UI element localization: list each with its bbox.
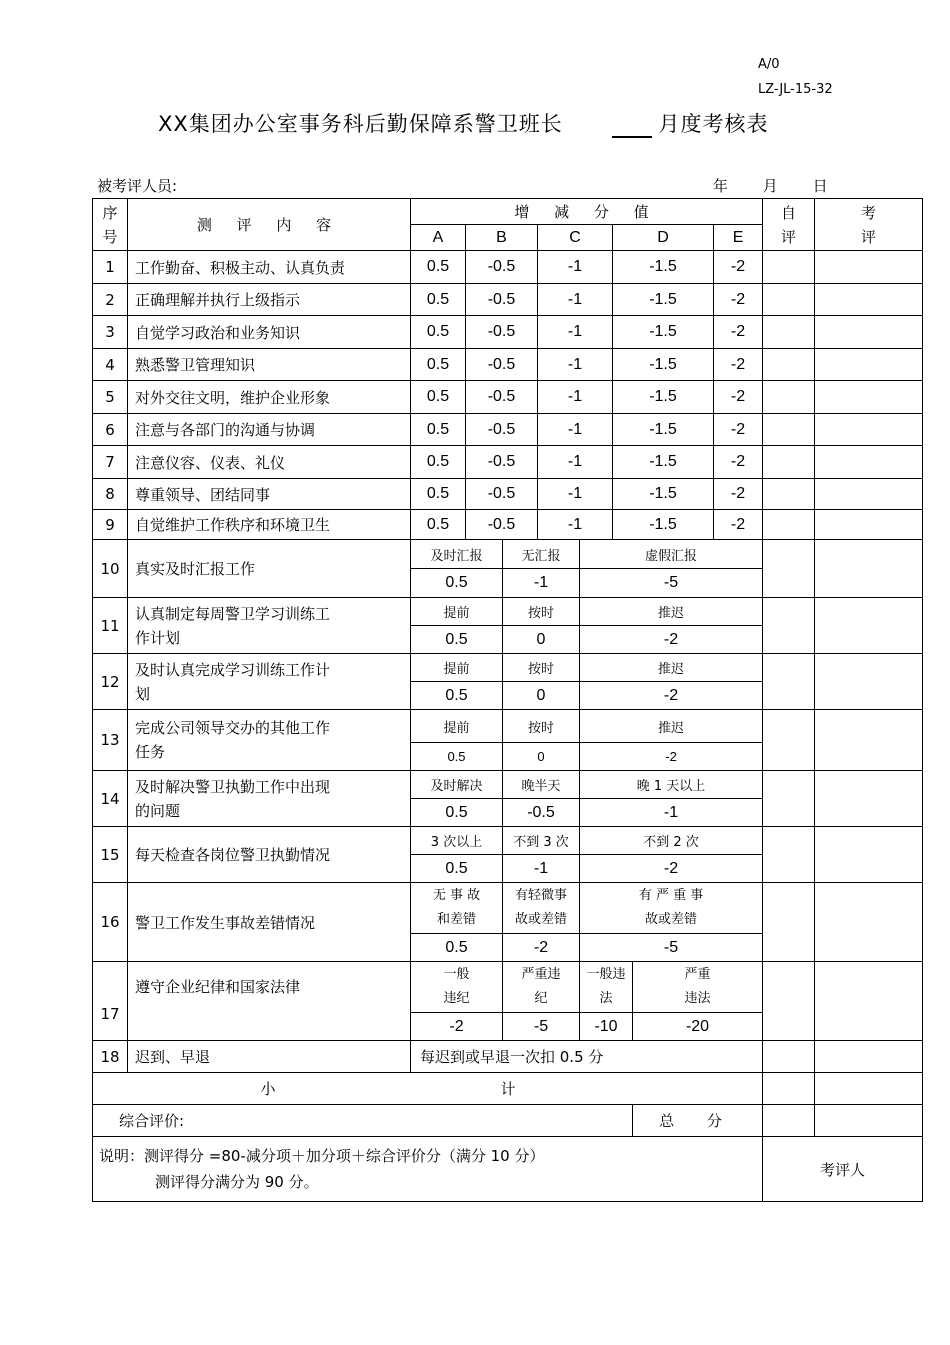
- score-cell: -2: [503, 934, 580, 962]
- score-cell: -1: [580, 799, 763, 827]
- option-label: 晚 1 天以上: [580, 771, 763, 799]
- self-eval-cell[interactable]: [763, 962, 815, 1041]
- self-eval-cell[interactable]: [763, 710, 815, 771]
- doc-version: A/0: [758, 57, 780, 72]
- row-item: 工作勤奋、积极主动、认真负责: [128, 251, 411, 284]
- score-cell: -0.5: [466, 251, 538, 284]
- self-eval-cell[interactable]: [763, 251, 815, 284]
- assess-cell[interactable]: [815, 284, 923, 316]
- score-cell: 0.5: [411, 414, 466, 446]
- score-cell: -0.5: [466, 446, 538, 479]
- title-main: XX集团办公室事务科后勤保障系警卫班长: [158, 112, 563, 136]
- option-label: 3 次以上: [411, 827, 503, 855]
- score-cell: -0.5: [466, 414, 538, 446]
- row-item: 真实及时汇报工作: [128, 540, 411, 598]
- score-cell: -2: [714, 316, 763, 349]
- option-label: 晚半天: [503, 771, 580, 799]
- grade-e: E: [714, 225, 763, 251]
- grade-b: B: [466, 225, 538, 251]
- score-cell: -2: [714, 510, 763, 540]
- score-cell: -1: [538, 414, 613, 446]
- self-eval-cell[interactable]: [763, 381, 815, 414]
- row-11: [93, 598, 923, 626]
- score-cell: -0.5: [503, 799, 580, 827]
- date-year: 年: [713, 177, 729, 195]
- self-eval-cell[interactable]: [763, 598, 815, 654]
- option-label: 有 严 重 事 故或差错: [580, 883, 763, 934]
- score-cell: 0.5: [411, 479, 466, 510]
- row-item: 警卫工作发生事故差错情况: [128, 883, 411, 962]
- row-item: 对外交往文明，维护企业形象: [128, 381, 411, 414]
- grade-d: D: [613, 225, 714, 251]
- assess-cell[interactable]: [815, 598, 923, 654]
- self-eval-cell[interactable]: [763, 1041, 815, 1073]
- score-cell: -1.5: [613, 316, 714, 349]
- row-item: 及时认真完成学习训练工作计 划: [128, 654, 411, 710]
- option-label: 提前: [411, 598, 503, 626]
- score-cell: -1.5: [613, 284, 714, 316]
- assess-cell[interactable]: [815, 827, 923, 883]
- score-cell: -2: [580, 682, 763, 710]
- score-cell: -2: [714, 446, 763, 479]
- score-cell: -2: [580, 855, 763, 883]
- row-no: 11: [93, 598, 128, 654]
- score-cell: -1: [538, 510, 613, 540]
- row-item: 每天检查各岗位警卫执勤情况: [128, 827, 411, 883]
- assess-cell[interactable]: [815, 771, 923, 827]
- score-cell: -2: [714, 284, 763, 316]
- option-label: 提前: [411, 654, 503, 682]
- score-cell: -1.5: [613, 446, 714, 479]
- row-item: 自觉维护工作秩序和环境卫生: [128, 510, 411, 540]
- score-cell: 0.5: [411, 934, 503, 962]
- option-label: 推迟: [580, 598, 763, 626]
- assessor-label: 考评人: [763, 1137, 923, 1202]
- score-cell: 0.5: [411, 569, 503, 598]
- score-cell: -1: [538, 349, 613, 381]
- assess-cell[interactable]: [815, 710, 923, 771]
- table-row: [93, 316, 923, 349]
- score-cell: 0: [503, 743, 580, 771]
- assess-cell[interactable]: [815, 414, 923, 446]
- row-no: 3: [93, 316, 128, 349]
- score-cell: -1: [538, 316, 613, 349]
- option-label: 及时解决: [411, 771, 503, 799]
- option-label: 按时: [503, 598, 580, 626]
- row-item: 认真制定每周警卫学习训练工 作计划: [128, 598, 411, 654]
- summary-row: [93, 1105, 923, 1137]
- score-cell: -0.5: [466, 284, 538, 316]
- row-18: [93, 1041, 923, 1073]
- total-assess-cell[interactable]: [815, 1105, 923, 1137]
- row-item: 注意与各部门的沟通与协调: [128, 414, 411, 446]
- row-no: 10: [93, 540, 128, 598]
- score-cell: -1: [538, 251, 613, 284]
- option-label: 按时: [503, 710, 580, 743]
- option-label: 有轻微事 故或差错: [503, 883, 580, 934]
- row-item: 注意仪容、仪表、礼仪: [128, 446, 411, 479]
- score-cell: 0.5: [411, 381, 466, 414]
- self-eval-cell[interactable]: [763, 446, 815, 479]
- row-item: 尊重领导、团结同事: [128, 479, 411, 510]
- row-no: 4: [93, 349, 128, 381]
- row-15: [93, 827, 923, 855]
- score-cell: -5: [503, 1013, 580, 1041]
- subtotal-assess-cell[interactable]: [815, 1073, 923, 1105]
- row-no: 12: [93, 654, 128, 710]
- score-cell: -2: [714, 414, 763, 446]
- score-cell: -10: [580, 1013, 633, 1041]
- self-eval-cell[interactable]: [763, 540, 815, 598]
- row-no: 8: [93, 479, 128, 510]
- assess-cell[interactable]: [815, 1041, 923, 1073]
- subtotal-label: 小 计: [93, 1073, 763, 1105]
- row-no: 17: [93, 962, 128, 1041]
- option-label: 不到 2 次: [580, 827, 763, 855]
- score-cell: -1.5: [613, 510, 714, 540]
- row-no: 13: [93, 710, 128, 771]
- score-cell: 0: [503, 626, 580, 654]
- table-row: [93, 284, 923, 316]
- table-row: [93, 446, 923, 479]
- score-cell: -0.5: [466, 510, 538, 540]
- assess-cell[interactable]: [815, 316, 923, 349]
- option-label: 推迟: [580, 654, 763, 682]
- score-cell: 0.5: [411, 349, 466, 381]
- score-cell: 0.5: [411, 510, 466, 540]
- score-cell: -0.5: [466, 381, 538, 414]
- option-label: 严重 违法: [633, 962, 763, 1013]
- row-no: 5: [93, 381, 128, 414]
- row-17: [93, 962, 923, 1013]
- row-no: 1: [93, 251, 128, 284]
- score-cell: -0.5: [466, 479, 538, 510]
- date-fields: [713, 175, 828, 196]
- total-label: 总 分: [633, 1105, 763, 1137]
- score-cell: -2: [580, 743, 763, 771]
- row-12: [93, 654, 923, 682]
- header-assess: 考 评: [815, 199, 923, 251]
- score-cell: -20: [633, 1013, 763, 1041]
- assess-cell[interactable]: [815, 654, 923, 710]
- assess-cell[interactable]: [815, 962, 923, 1041]
- header-row-1: [93, 199, 923, 225]
- note-text: 说明：测评得分 =80-减分项＋加分项＋综合评价分（满分 10 分） 测评得分满分为 90 分。: [93, 1137, 763, 1202]
- date-day: 日: [812, 177, 828, 195]
- score-cell: -1: [503, 855, 580, 883]
- evaluatee-label: 被考评人员:: [97, 177, 178, 195]
- header-seq: 序 号: [93, 199, 128, 251]
- self-eval-cell[interactable]: [763, 771, 815, 827]
- evaluation-table: [92, 198, 923, 1202]
- score-cell: -1.5: [613, 414, 714, 446]
- score-cell: -5: [580, 934, 763, 962]
- row-item: 自觉学习政治和业务知识: [128, 316, 411, 349]
- score-cell: 0.5: [411, 855, 503, 883]
- score-cell: -1.5: [613, 251, 714, 284]
- row-16: [93, 883, 923, 934]
- table-row: [93, 251, 923, 284]
- table-row: [93, 414, 923, 446]
- score-cell: -2: [714, 251, 763, 284]
- self-eval-cell[interactable]: [763, 654, 815, 710]
- note-row: [93, 1137, 923, 1202]
- subtotal-self-cell[interactable]: [763, 1073, 815, 1105]
- score-cell: 0: [503, 682, 580, 710]
- self-eval-cell[interactable]: [763, 284, 815, 316]
- table-row: [93, 510, 923, 540]
- title-suffix: 月度考核表: [658, 112, 769, 136]
- self-eval-cell[interactable]: [763, 316, 815, 349]
- self-eval-cell[interactable]: [763, 479, 815, 510]
- score-cell: -1: [538, 479, 613, 510]
- assess-cell[interactable]: [815, 540, 923, 598]
- total-self-cell[interactable]: [763, 1105, 815, 1137]
- assess-cell[interactable]: [815, 446, 923, 479]
- score-cell: 0.5: [411, 251, 466, 284]
- score-cell: 0.5: [411, 743, 503, 771]
- option-label: 不到 3 次: [503, 827, 580, 855]
- option-label: 无汇报: [503, 540, 580, 569]
- row-14: [93, 771, 923, 799]
- row-no: 16: [93, 883, 128, 962]
- table-row: [93, 479, 923, 510]
- self-eval-cell[interactable]: [763, 349, 815, 381]
- score-cell: 0.5: [411, 799, 503, 827]
- row-13: [93, 710, 923, 743]
- doc-code: LZ-JL-15-32: [758, 82, 833, 97]
- overall-eval-label: 综合评价:: [93, 1105, 633, 1137]
- row-item: 正确理解并执行上级指示: [128, 284, 411, 316]
- row-item: 迟到、早退: [128, 1041, 411, 1073]
- date-month: 月: [762, 177, 778, 195]
- option-label: 严重违 纪: [503, 962, 580, 1013]
- header-score-range: 增 减 分 值: [411, 199, 763, 225]
- score-cell: 0.5: [411, 316, 466, 349]
- score-cell: -2: [411, 1013, 503, 1041]
- header-content: 测 评 内 容: [128, 199, 411, 251]
- option-label: 提前: [411, 710, 503, 743]
- score-cell: -1.5: [613, 349, 714, 381]
- option-label: 及时汇报: [411, 540, 503, 569]
- grade-c: C: [538, 225, 613, 251]
- option-label: 一般 违纪: [411, 962, 503, 1013]
- row-no: 6: [93, 414, 128, 446]
- header-self-eval: 自 评: [763, 199, 815, 251]
- score-cell: -1: [503, 569, 580, 598]
- option-label: 虚假汇报: [580, 540, 763, 569]
- row-10: [93, 540, 923, 569]
- option-label: 一般违 法: [580, 962, 633, 1013]
- table-row: [93, 349, 923, 381]
- self-eval-cell[interactable]: [763, 883, 815, 962]
- self-eval-cell[interactable]: [763, 414, 815, 446]
- assess-cell[interactable]: [815, 510, 923, 540]
- score-cell: -2: [714, 479, 763, 510]
- score-cell: 0.5: [411, 446, 466, 479]
- page-title: [158, 108, 768, 138]
- score-cell: 0.5: [411, 626, 503, 654]
- score-cell: -1: [538, 284, 613, 316]
- assess-cell[interactable]: [815, 883, 923, 962]
- score-cell: -2: [580, 626, 763, 654]
- self-eval-cell[interactable]: [763, 827, 815, 883]
- row-item: 及时解决警卫执勤工作中出现 的问题: [128, 771, 411, 827]
- assess-cell[interactable]: [815, 349, 923, 381]
- option-label: 推迟: [580, 710, 763, 743]
- score-cell: -2: [714, 349, 763, 381]
- row-item: 熟悉警卫管理知识: [128, 349, 411, 381]
- score-cell: -5: [580, 569, 763, 598]
- row-no: 15: [93, 827, 128, 883]
- assess-cell[interactable]: [815, 381, 923, 414]
- score-cell: -2: [714, 381, 763, 414]
- grade-a: A: [411, 225, 466, 251]
- score-cell: -1: [538, 381, 613, 414]
- score-cell: -1.5: [613, 381, 714, 414]
- score-cell: 0.5: [411, 682, 503, 710]
- month-blank[interactable]: [612, 114, 652, 138]
- row-item: 遵守企业纪律和国家法律: [128, 962, 411, 1041]
- score-cell: 0.5: [411, 284, 466, 316]
- option-label: 无 事 故 和差错: [411, 883, 503, 934]
- row-no: 9: [93, 510, 128, 540]
- row-no: 7: [93, 446, 128, 479]
- row-rule: 每迟到或早退一次扣 0.5 分: [411, 1041, 763, 1073]
- score-cell: -1.5: [613, 479, 714, 510]
- row-no: 2: [93, 284, 128, 316]
- subtotal-row: [93, 1073, 923, 1105]
- row-no: 14: [93, 771, 128, 827]
- row-no: 18: [93, 1041, 128, 1073]
- score-cell: -0.5: [466, 349, 538, 381]
- table-row: [93, 381, 923, 414]
- assess-cell[interactable]: [815, 251, 923, 284]
- assess-cell[interactable]: [815, 479, 923, 510]
- self-eval-cell[interactable]: [763, 510, 815, 540]
- score-cell: -0.5: [466, 316, 538, 349]
- score-cell: -1: [538, 446, 613, 479]
- row-item: 完成公司领导交办的其他工作 任务: [128, 710, 411, 771]
- option-label: 按时: [503, 654, 580, 682]
